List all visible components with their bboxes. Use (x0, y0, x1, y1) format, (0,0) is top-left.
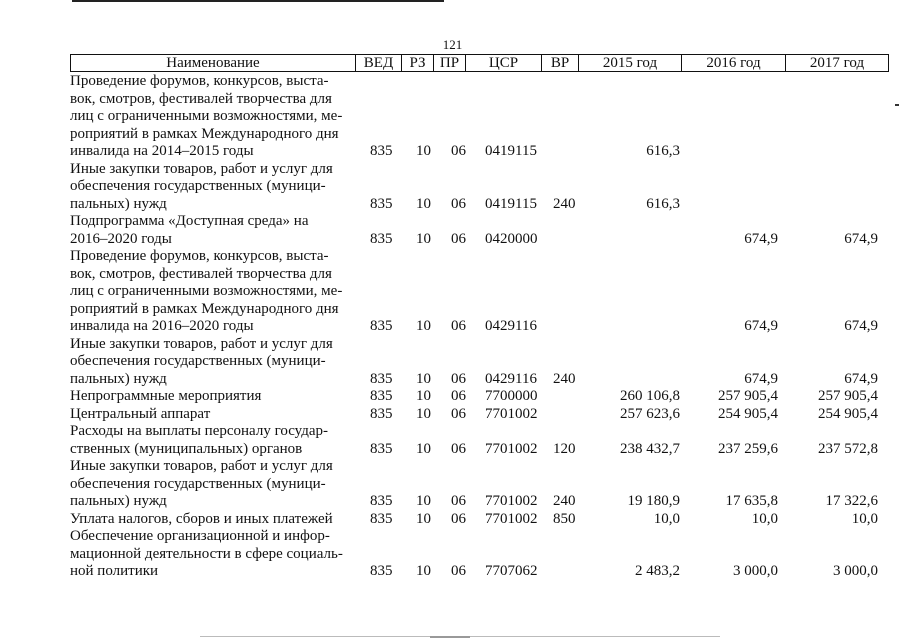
cell-ved: 835 (370, 388, 393, 404)
table-body (70, 73, 888, 581)
cell-y2016: 254 905,4 (718, 405, 778, 422)
cell-rz: 10 (416, 388, 431, 404)
cell-ved: 835 (370, 318, 393, 334)
bottom-border-mark (430, 636, 470, 638)
row-name-line: обеспечения государственных (муници- (70, 353, 326, 369)
row-name (70, 388, 355, 406)
cell-ved: 835 (370, 440, 393, 457)
row-name (70, 406, 355, 424)
table-row (70, 213, 888, 248)
cell-y2017: 674,9 (844, 370, 878, 387)
cell-pr: 06 (451, 318, 466, 334)
row-name-line: пальных) нужд (70, 370, 167, 387)
cell-pr: 06 (451, 405, 466, 422)
cell-pr: 06 (451, 195, 466, 212)
page-number: 121 (442, 37, 463, 52)
table-row (70, 73, 888, 161)
cell-rz: 10 (416, 440, 431, 457)
row-name-line: Подпрограмма «Доступная среда» на (70, 213, 309, 229)
cell-ved: 835 (370, 405, 393, 422)
cell-csr: 7701002 (485, 440, 538, 457)
cell-csr: 7707062 (485, 563, 538, 579)
cell-rz: 10 (416, 493, 431, 509)
row-name (70, 248, 355, 336)
header-2017: 2017 год (786, 55, 889, 72)
cell-y2017: 10,0 (851, 510, 878, 527)
cell-y2015: 19 180,9 (627, 493, 680, 509)
row-name-line: роприятий в рамках Международного дня (70, 125, 339, 142)
row-name-line: Расходы на выплаты персоналу государ- (70, 423, 329, 439)
row-name (70, 73, 355, 161)
cell-csr: 7701002 (485, 405, 538, 422)
header-csr: ЦСР (466, 55, 542, 72)
cell-ved: 835 (370, 195, 393, 212)
row-name-line: роприятий в рамках Международного дня (70, 300, 339, 317)
header-2016: 2016 год (682, 55, 786, 72)
row-name (70, 213, 355, 248)
cell-rz: 10 (416, 370, 431, 387)
row-name-line: Проведение форумов, конкурсов, выста- (70, 73, 329, 89)
row-name (70, 161, 355, 214)
cell-pr: 06 (451, 370, 466, 387)
row-name-line: Проведение форумов, конкурсов, выста- (70, 248, 329, 264)
cell-y2017: 237 572,8 (818, 440, 878, 457)
cell-y2015: 2 483,2 (635, 563, 680, 579)
cell-csr: 0419115 (485, 195, 537, 212)
row-name-line: обеспечения государственных (муници- (70, 475, 326, 492)
row-name (70, 511, 355, 529)
cell-y2015: 260 106,8 (620, 388, 680, 404)
row-name (70, 458, 355, 511)
cell-pr: 06 (451, 388, 466, 404)
cell-csr: 7701002 (485, 493, 538, 509)
row-name-line: вок, смотров, фестивалей творчества для (70, 90, 332, 107)
cell-y2016: 674,9 (744, 370, 778, 387)
row-name-line: ственных (муниципальных) органов (70, 440, 303, 457)
row-name-line: Иные закупки товаров, работ и услуг для (70, 160, 333, 177)
table-row (70, 336, 888, 389)
cell-ved: 835 (370, 370, 393, 387)
row-name-line: Уплата налогов, сборов и иных платежей (70, 510, 333, 527)
cell-ved: 835 (370, 143, 393, 159)
cell-csr: 0420000 (485, 230, 538, 247)
cell-pr: 06 (451, 143, 466, 159)
cell-y2016: 674,9 (744, 230, 778, 247)
cell-csr: 7701002 (485, 510, 538, 527)
header-name: Наименование (71, 55, 356, 72)
cell-rz: 10 (416, 230, 431, 247)
margin-mark (895, 104, 899, 106)
table-row (70, 388, 888, 406)
cell-ved: 835 (370, 493, 393, 509)
cell-ved: 835 (370, 230, 393, 247)
cell-y2015: 238 432,7 (620, 440, 680, 457)
cell-rz: 10 (416, 510, 431, 527)
cell-y2015: 616,3 (646, 143, 680, 159)
cell-y2016: 674,9 (744, 318, 778, 334)
row-name-line: Иные закупки товаров, работ и услуг для (70, 335, 333, 352)
table-row (70, 528, 888, 581)
cell-vr: 240 (553, 370, 576, 387)
row-name-line: вок, смотров, фестивалей творчества для (70, 265, 332, 282)
top-border-line (72, 0, 444, 2)
cell-vr: 850 (553, 510, 576, 527)
cell-y2016: 10,0 (751, 510, 778, 527)
row-name (70, 423, 355, 458)
row-name-line: обеспечения государственных (муници- (70, 178, 326, 194)
header-pr: ПР (434, 55, 466, 72)
header-2015: 2015 год (579, 55, 682, 72)
row-name-line: ной политики (70, 563, 159, 579)
row-name-line: Иные закупки товаров, работ и услуг для (70, 458, 333, 474)
cell-pr: 06 (451, 493, 466, 509)
cell-y2017: 254 905,4 (818, 405, 878, 422)
cell-pr: 06 (451, 510, 466, 527)
cell-csr: 0429116 (485, 370, 537, 387)
cell-csr: 0419115 (485, 143, 537, 159)
cell-y2016: 257 905,4 (718, 388, 778, 404)
row-name-line: пальных) нужд (70, 493, 167, 509)
cell-rz: 10 (416, 143, 431, 159)
cell-rz: 10 (416, 195, 431, 212)
row-name-line: инвалида на 2016–2020 годы (70, 318, 254, 334)
row-name-line: инвалида на 2014–2015 годы (70, 143, 254, 159)
cell-pr: 06 (451, 563, 466, 579)
table-row (70, 248, 888, 336)
table-row (70, 406, 888, 424)
cell-ved: 835 (370, 563, 393, 579)
row-name-line: лиц с ограниченными возможностями, ме- (70, 108, 343, 124)
cell-vr: 120 (553, 440, 576, 457)
row-name-line: 2016–2020 годы (70, 230, 172, 247)
header-ved: ВЕД (356, 55, 402, 72)
cell-y2017: 257 905,4 (818, 388, 878, 404)
cell-ved: 835 (370, 510, 393, 527)
row-name (70, 528, 355, 581)
cell-y2016: 17 635,8 (725, 493, 778, 509)
row-name-line: пальных) нужд (70, 195, 167, 212)
row-name-line: лиц с ограниченными возможностями, ме- (70, 283, 343, 299)
cell-y2015: 616,3 (646, 195, 680, 212)
row-name (70, 336, 355, 389)
cell-csr: 0429116 (485, 318, 537, 334)
cell-y2017: 674,9 (844, 230, 878, 247)
cell-y2016: 3 000,0 (733, 563, 778, 579)
header-vr: ВР (542, 55, 579, 72)
row-name-line: Непрограммные мероприятия (70, 388, 262, 404)
table-row (70, 423, 888, 458)
cell-y2016: 237 259,6 (718, 440, 778, 457)
row-name-line: Центральный аппарат (70, 405, 211, 422)
cell-rz: 10 (416, 318, 431, 334)
cell-pr: 06 (451, 230, 466, 247)
cell-y2017: 3 000,0 (833, 563, 878, 579)
cell-pr: 06 (451, 440, 466, 457)
table-row (70, 161, 888, 214)
cell-y2017: 674,9 (844, 318, 878, 334)
row-name-line: мационной деятельности в сфере социаль- (70, 545, 343, 562)
cell-y2017: 17 322,6 (825, 493, 878, 509)
cell-rz: 10 (416, 563, 431, 579)
cell-y2015: 10,0 (653, 510, 680, 527)
cell-csr: 7700000 (485, 388, 538, 404)
cell-vr: 240 (553, 195, 576, 212)
cell-y2015: 257 623,6 (620, 405, 680, 422)
row-name-line: Обеспечение организационной и инфор- (70, 528, 330, 544)
table-header (70, 54, 889, 72)
table-row (70, 511, 888, 529)
cell-vr: 240 (553, 493, 576, 509)
header-rz: РЗ (402, 55, 434, 72)
table-row (70, 458, 888, 511)
cell-rz: 10 (416, 405, 431, 422)
